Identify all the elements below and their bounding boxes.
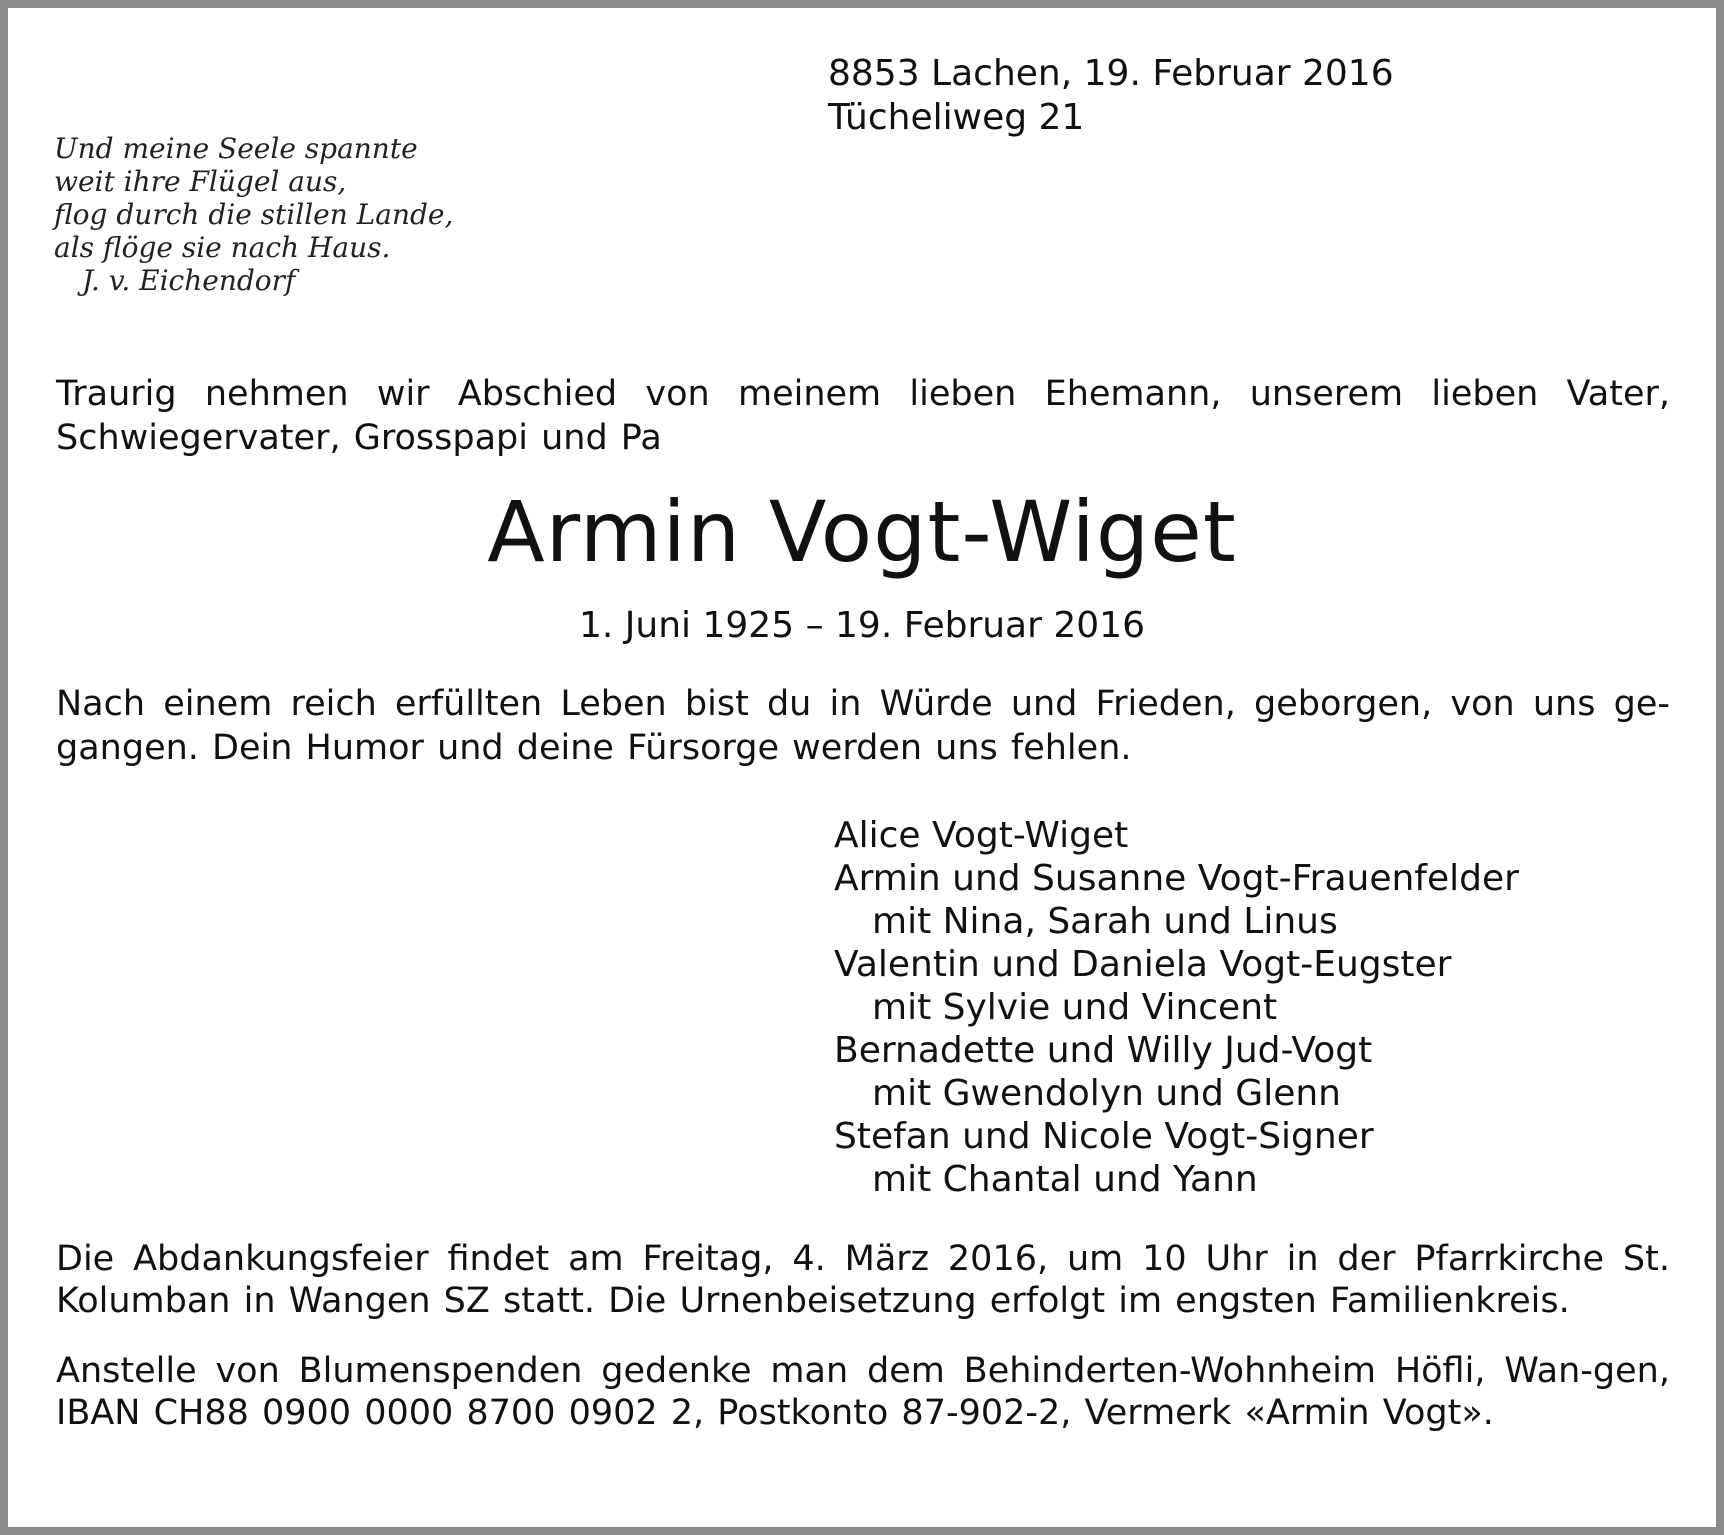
place-date-address <box>828 52 1394 140</box>
poem-line: Und meine Seele spannte <box>54 132 418 165</box>
family-list <box>834 814 1519 1201</box>
family-member: Valentin und Daniela Vogt-Eugster <box>834 944 1452 985</box>
family-children: mit Chantal und Yann <box>872 1159 1258 1200</box>
family-member: Bernadette und Willy Jud-Vogt <box>834 1030 1373 1071</box>
poem-quote <box>54 132 453 297</box>
obituary-page <box>8 8 1716 1527</box>
donation-paragraph: Anstelle von Blumenspenden gedenke man dem Behinderten-Wohnheim Höfli, Wan-gen, IBAN CH88 0900 0000 8700 0902 2, Postkonto 87-902-2, Vermerk «Armin Vogt». <box>56 1351 1670 1433</box>
intro-paragraph: Traurig nehmen wir Abschied von meinem lieben Ehemann, unserem lieben Vater, Schwiegervater, Grosspapi und Pa <box>56 374 1670 458</box>
family-member: Stefan und Nicole Vogt-Signer <box>834 1116 1374 1157</box>
street-address: Tücheliweg 21 <box>828 97 1085 138</box>
life-paragraph: Nach einem reich erfüllten Leben bist du in Würde und Frieden, geborgen, von uns ge-gangen. Dein Humor und deine Fürsorge werden uns fehlen. <box>56 684 1670 768</box>
poem-line: flog durch die stillen Lande, <box>54 198 454 231</box>
poem-line: als flöge sie nach Haus. <box>54 231 391 264</box>
life-dates: 1. Juni 1925 – 19. Februar 2016 <box>579 605 1145 646</box>
place-date: 8853 Lachen, 19. Februar 2016 <box>828 53 1394 94</box>
family-member: Alice Vogt-Wiget <box>834 815 1129 856</box>
family-children: mit Sylvie und Vincent <box>872 987 1278 1028</box>
family-member: Armin und Susanne Vogt-Frauenfelder <box>834 858 1519 899</box>
deceased-name: Armin Vogt-Wiget <box>487 483 1237 581</box>
family-children: mit Nina, Sarah und Linus <box>872 901 1338 942</box>
family-children: mit Gwendolyn und Glenn <box>872 1073 1341 1114</box>
poem-line: weit ihre Flügel aus, <box>54 165 347 198</box>
poem-author: J. v. Eichendorf <box>82 264 296 297</box>
ceremony-paragraph: Die Abdankungsfeier findet am Freitag, 4. März 2016, um 10 Uhr in der Pfarrkirche St. Kolumban in Wangen SZ statt. Die Urnenbeisetzung erfolgt im engsten Familienkreis. <box>56 1239 1670 1321</box>
